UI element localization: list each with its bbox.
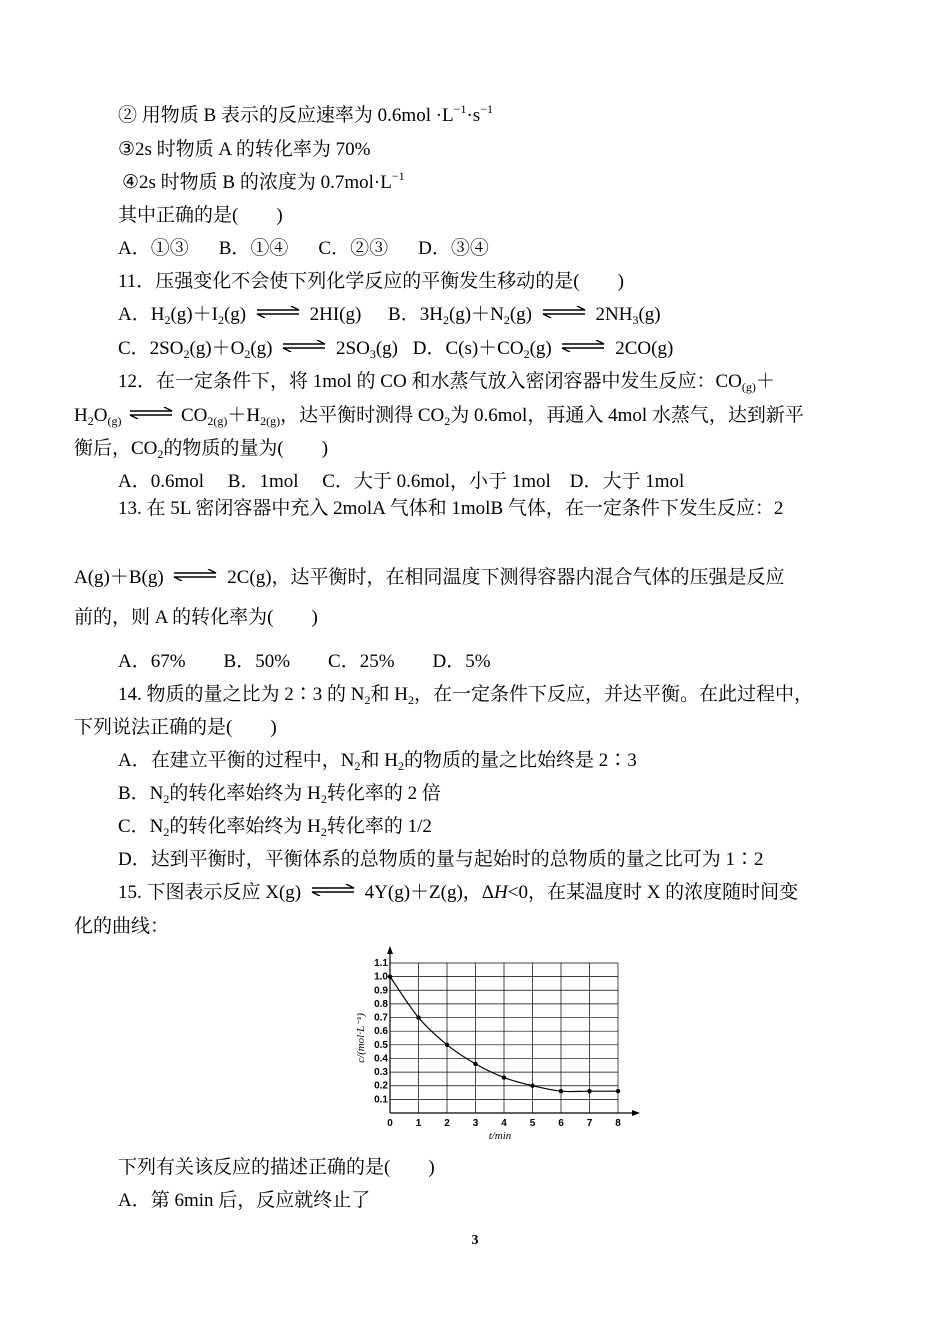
- q12-stem-line2: $H_2O_{(g)}$ $CO_{2(g)}+H_{2(g)}$，达平衡时测得 $CO_2$为 0.6mol，再通入 4mol 水蒸气，达到新平: [74, 405, 804, 428]
- q11-options-ab: A．$H_2(g)+I_2(g)$ 2HI(g) B．$3H_2(g)+N_2(g)$ $2NH_3(g)$: [118, 304, 661, 327]
- x-tick-label: 6: [558, 1118, 564, 1129]
- equilibrium-arrow-icon: [128, 407, 174, 419]
- page-number: 3: [471, 1233, 479, 1248]
- q12-stem-line3: 衡后，$CO_2$的物质的量为( ): [74, 438, 329, 461]
- x-tick-label: 3: [472, 1118, 479, 1129]
- data-point: [559, 1089, 563, 1093]
- x-axis-arrow-icon: [632, 1110, 640, 1116]
- q15-stem-line1: 15. 下图表示反应 X(g) 4Y(g)＋Z(g)，ΔH<0，在某温度时 X 的浓度随时间变: [118, 882, 799, 903]
- data-point: [388, 974, 392, 978]
- q14-stem-line1: 14. 物质的量之比为 2∶3 的 $N_2$和 $H_2$，在一定条件下反应，并达平衡。在此过程中，: [118, 684, 813, 707]
- x-tick-label: 4: [501, 1118, 507, 1129]
- y-axis-arrow-icon: [387, 946, 393, 954]
- equilibrium-arrow-icon: [560, 340, 606, 352]
- q15-option-a: A．第 6min 后，反应就终止了: [118, 1190, 371, 1211]
- data-point: [616, 1089, 620, 1093]
- x-tick-label: 1: [415, 1118, 422, 1129]
- q14-option-c: C．$N_2$的转化率始终为 $H_2$转化率的 1/2: [118, 816, 432, 839]
- y-tick-label: 0.9: [374, 985, 388, 997]
- y-tick-label: 0.6: [374, 1026, 388, 1038]
- equilibrium-arrow-icon: [172, 569, 218, 581]
- y-tick-label: 0.8: [374, 998, 388, 1010]
- q11-options-cd: C．$2SO_2(g)+O_2(g)$ $2SO_3(g)$ D．$C(s)+CO_2(g)$ 2CO(g): [118, 338, 674, 361]
- data-point: [445, 1043, 449, 1047]
- chart-x-axis-label: t/min: [488, 1130, 512, 1140]
- q11-stem: 11．压强变化不会使下列化学反应的平衡发生移动的是( ): [118, 271, 624, 292]
- data-point: [473, 1062, 477, 1066]
- data-point: [416, 1015, 420, 1019]
- chart-y-axis-label: c/(mol·L⁻¹): [355, 1013, 367, 1063]
- concentration-time-chart: [352, 940, 652, 1140]
- y-tick-label: 0.4: [374, 1053, 388, 1065]
- x-tick-label: 7: [586, 1118, 593, 1129]
- q14-option-b: B．$N_2$的转化率始终为 $H_2$转化率的 2 倍: [118, 783, 441, 806]
- q10-options: A．①③ B．①④ C．②③ D．③④: [118, 238, 489, 259]
- equilibrium-arrow-icon: [281, 340, 327, 352]
- y-tick-label: 0.3: [374, 1067, 388, 1079]
- equilibrium-arrow-icon: [310, 884, 356, 896]
- statement-4: ④2s 时物质 B 的浓度为 $0.7mol\cdot L^{-1}$: [122, 169, 405, 193]
- equilibrium-arrow-icon: [541, 306, 587, 318]
- q14-option-d: D．达到平衡时，平衡体系的总物质的量与起始时的总物质的量之比可为 1∶2: [118, 849, 764, 870]
- x-tick-label: 0: [387, 1118, 393, 1129]
- x-tick-label: 5: [529, 1118, 536, 1129]
- equilibrium-arrow-icon: [255, 306, 301, 318]
- data-point: [530, 1084, 534, 1088]
- question-prompt: 其中正确的是( ): [118, 205, 283, 226]
- y-tick-label: 1.1: [374, 958, 388, 969]
- data-point: [502, 1075, 506, 1079]
- statement-2: ② 用物质 B 表示的反应速率为 $0.6mol \cdot L^{-1}\cdot s^{-1}$: [118, 102, 493, 126]
- q15-stem-line2: 化的曲线：: [74, 916, 170, 937]
- x-tick-label: 2: [444, 1118, 450, 1129]
- y-tick-label: 0.7: [374, 1012, 388, 1024]
- q13-stem-line1: 13. 在 5L 密闭容器中充入 2molA 气体和 1molB 气体，在一定条件下发生反应：2: [118, 498, 784, 519]
- y-tick-label: 1.0: [374, 971, 388, 983]
- y-tick-label: 0.2: [374, 1080, 388, 1092]
- data-point: [587, 1089, 591, 1093]
- q14-stem-line2: 下列说法正确的是( ): [74, 717, 277, 738]
- x-tick-label: 8: [615, 1118, 621, 1129]
- q14-option-a: A．在建立平衡的过程中，$N_2$和 $H_2$的物质的量之比始终是 2∶3: [118, 750, 637, 773]
- q13-stem-line2: A(g)＋B(g) 2C(g)，达平衡时，在相同温度下测得容器内混合气体的压强是反应: [74, 567, 785, 588]
- q12-stem-line1: 12．在一定条件下，将 1mol 的 CO 和水蒸气放入密闭容器中发生反应：$CO_{(g)}+$: [118, 371, 775, 394]
- q15-prompt: 下列有关该反应的描述正确的是( ): [118, 1157, 435, 1178]
- statement-3: ③2s 时物质 A 的转化率为 70%: [118, 139, 371, 160]
- y-tick-label: 0.5: [374, 1039, 388, 1051]
- q13-stem-line3: 前的，则 A 的转化率为( ): [74, 607, 318, 628]
- q12-options: A．0.6mol B．1mol C．大于 0.6mol，小于 1mol D．大于 1mol: [118, 471, 685, 492]
- y-tick-label: 0.1: [374, 1094, 388, 1106]
- q13-options: A．67% B．50% C．25% D．5%: [118, 651, 491, 672]
